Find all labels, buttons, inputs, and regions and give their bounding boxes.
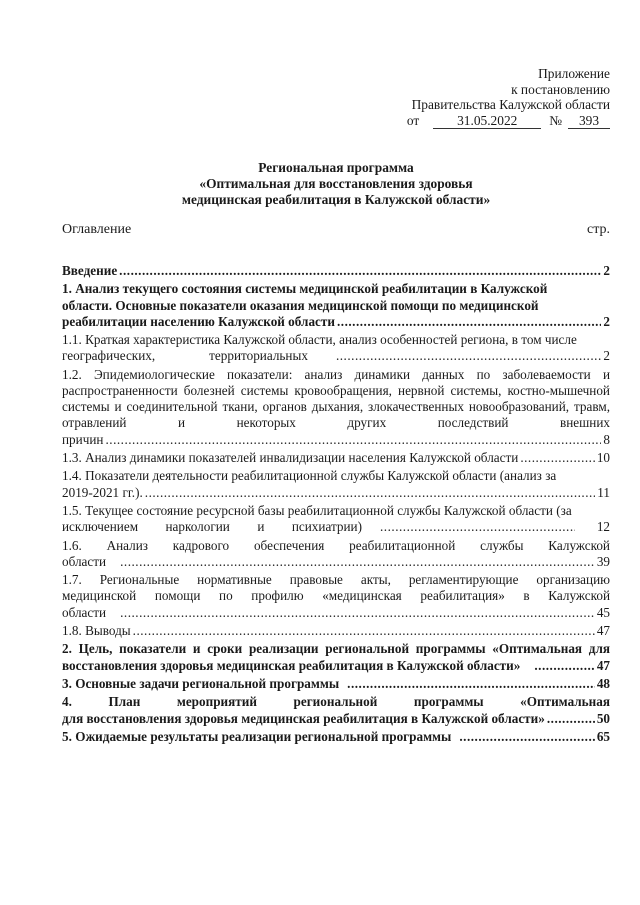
title-line-3: медицинская реабилитация в Калужской области»	[181, 191, 491, 207]
toc-page-number: 47	[596, 622, 610, 638]
toc-entry-text: 1.8. Выводы	[62, 622, 131, 638]
toc-page-number: 45	[596, 604, 610, 620]
title-line-1: Региональная программа	[258, 160, 414, 175]
toc-entry-text: 5. Ожидаемые результаты реализации региональной программы	[62, 728, 452, 744]
toc-entry-line: области	[62, 604, 107, 620]
toc-entry-line: 2. Цель, показатели и сроки реализации региональной программы «Оптимальная для	[62, 641, 610, 657]
toc-entry-word: психиатрии)	[291, 519, 362, 535]
leader-dots	[120, 554, 595, 570]
leader-dots	[336, 348, 601, 364]
number-label: №	[549, 112, 562, 128]
toc-entry-text: Введение	[62, 263, 118, 278]
toc-entry-words	[62, 538, 610, 554]
toc-entry-line: восстановления здоровья медицинская реабилитация в Калужской области»	[62, 657, 521, 673]
toc-entry-line: для восстановления здоровья медицинская реабилитация в Калужской области»	[62, 710, 545, 726]
approval-date: 31.05.2022	[433, 113, 541, 130]
toc-entry-text: 1.3. Анализ динамики показателей инвалидизации населения Калужской области	[62, 449, 519, 465]
toc-entry-line: 2019-2021 гг.).	[62, 484, 143, 500]
approval-line-1: Приложение	[538, 66, 610, 81]
toc-entry-1-3	[62, 450, 610, 466]
toc-header	[62, 222, 610, 238]
leader-dots	[120, 605, 595, 621]
approval-line-3: Правительства Калужской области	[411, 97, 610, 112]
leader-dots	[459, 729, 594, 745]
toc-page-number: 39	[596, 553, 610, 569]
toc-entry-word: Калужской	[548, 537, 610, 553]
toc-page-number: 65	[596, 728, 610, 744]
toc-entry-1-4	[62, 468, 610, 500]
toc-entry-3	[62, 676, 610, 692]
toc-entry-line: 1.1. Краткая характеристика Калужской области, анализ особенностей региона, в том числе	[62, 332, 577, 348]
toc-entry-word: 1.6.	[62, 537, 82, 553]
toc-entry-1-2	[62, 367, 610, 448]
toc-entry-text: 3. Основные задачи региональной программы	[62, 675, 340, 691]
document-title	[60, 160, 612, 207]
toc-entry-line: 1.5. Текущее состояние ресурсной базы реабилитационной службы Калужской области (за	[62, 502, 572, 518]
toc-entry-word: реабилитационной	[349, 537, 456, 553]
toc-page-number: 2	[603, 348, 610, 364]
toc-page-number: 12	[596, 519, 610, 535]
toc-entry-word: Анализ	[106, 537, 148, 553]
leader-dots	[105, 432, 601, 448]
toc-page-number: 10	[596, 449, 610, 465]
title-line-2: «Оптимальная для восстановления здоровья	[199, 175, 473, 191]
toc-page-number: 2	[603, 313, 610, 329]
toc-entry-word: географических,	[62, 348, 156, 364]
leader-dots	[133, 623, 595, 639]
toc-entry-word: План	[108, 694, 141, 710]
leader-dots	[347, 676, 595, 692]
toc-page-label: стр.	[586, 222, 610, 237]
toc-entry-line: области. Основные показатели оказания медицинской помощи по медицинской	[62, 297, 539, 313]
toc-entry-word: региональной	[293, 694, 378, 710]
toc-label: Оглавление	[62, 222, 132, 237]
toc-entry-1	[62, 281, 610, 330]
leader-dots	[145, 485, 596, 501]
leader-dots	[520, 450, 595, 466]
toc-entry-word: «Оптимальная	[520, 694, 610, 710]
toc-entry-1-1	[62, 332, 610, 364]
toc-entry-words	[62, 519, 362, 535]
toc-entry-1-6	[62, 538, 610, 570]
leader-dots	[119, 263, 601, 279]
approval-block	[350, 66, 610, 129]
toc-entry-line: 1.4. Показатели деятельности реабилитационной службы Калужской области (анализ за	[62, 468, 557, 484]
toc-entry-line: реабилитации населению Калужской области	[62, 313, 335, 329]
toc-page-number: 47	[596, 657, 610, 673]
toc-entry-word: территориальных	[209, 348, 308, 364]
approval-line-2: к постановлению	[511, 81, 610, 97]
toc-entry-word: исключением	[62, 519, 139, 535]
toc-entry-line: 1. Анализ текущего состояния системы медицинской реабилитации в Калужской	[62, 281, 548, 297]
toc-entry-5	[62, 729, 610, 745]
approval-number: 393	[568, 113, 610, 130]
toc-entry-word: кадрового	[172, 537, 230, 553]
toc-entry-line: области	[62, 553, 107, 569]
toc-entry-word: обеспечения	[253, 537, 325, 553]
ot-label: от	[406, 112, 420, 128]
approval-date-line	[350, 113, 610, 130]
toc-entry-line: причин	[62, 431, 104, 447]
toc-page-number: 11	[597, 484, 610, 500]
toc-entry-word: 4.	[62, 694, 72, 710]
toc-entry-line: 1.7. Региональные нормативные правовые акты, регламентирующие организацию	[62, 572, 610, 588]
leader-dots	[337, 314, 601, 330]
toc-entry-word: программы	[413, 694, 484, 710]
toc-entry-words	[62, 694, 610, 710]
leader-dots	[547, 711, 595, 727]
toc-entry-4	[62, 694, 610, 726]
leader-dots	[534, 658, 594, 674]
leader-dots	[380, 519, 575, 535]
toc-entry-text: 1.2. Эпидемиологические показатели: анализ динамики данных по заболеваемости и распространенности болезней системы кровообращения, нервной системы, костно-мышечной системы и соединительной ткани, органов дыхания, злокачественных новообразований, травм, отравлений и некоторых других последствий внешних	[62, 366, 610, 431]
toc-entry-1-7	[62, 572, 610, 621]
toc-page-number: 2	[603, 263, 610, 278]
toc-page-number: 8	[603, 431, 610, 447]
toc-entry-1-8	[62, 623, 610, 639]
toc-entry-word: и	[257, 519, 265, 535]
toc-entry-line: медицинской помощи по профилю «медицинская реабилитация» в Калужской	[62, 588, 610, 604]
toc-entry-1-5	[62, 503, 610, 535]
table-of-contents	[62, 263, 610, 747]
toc-entry-word: службы	[480, 537, 524, 553]
toc-page-number: 48	[596, 675, 610, 691]
toc-entry-2	[62, 641, 610, 673]
toc-entry-intro	[62, 263, 610, 279]
toc-page-number: 50	[596, 710, 610, 726]
toc-entry-word: наркологии	[165, 519, 230, 535]
toc-entry-word: мероприятий	[176, 694, 257, 710]
